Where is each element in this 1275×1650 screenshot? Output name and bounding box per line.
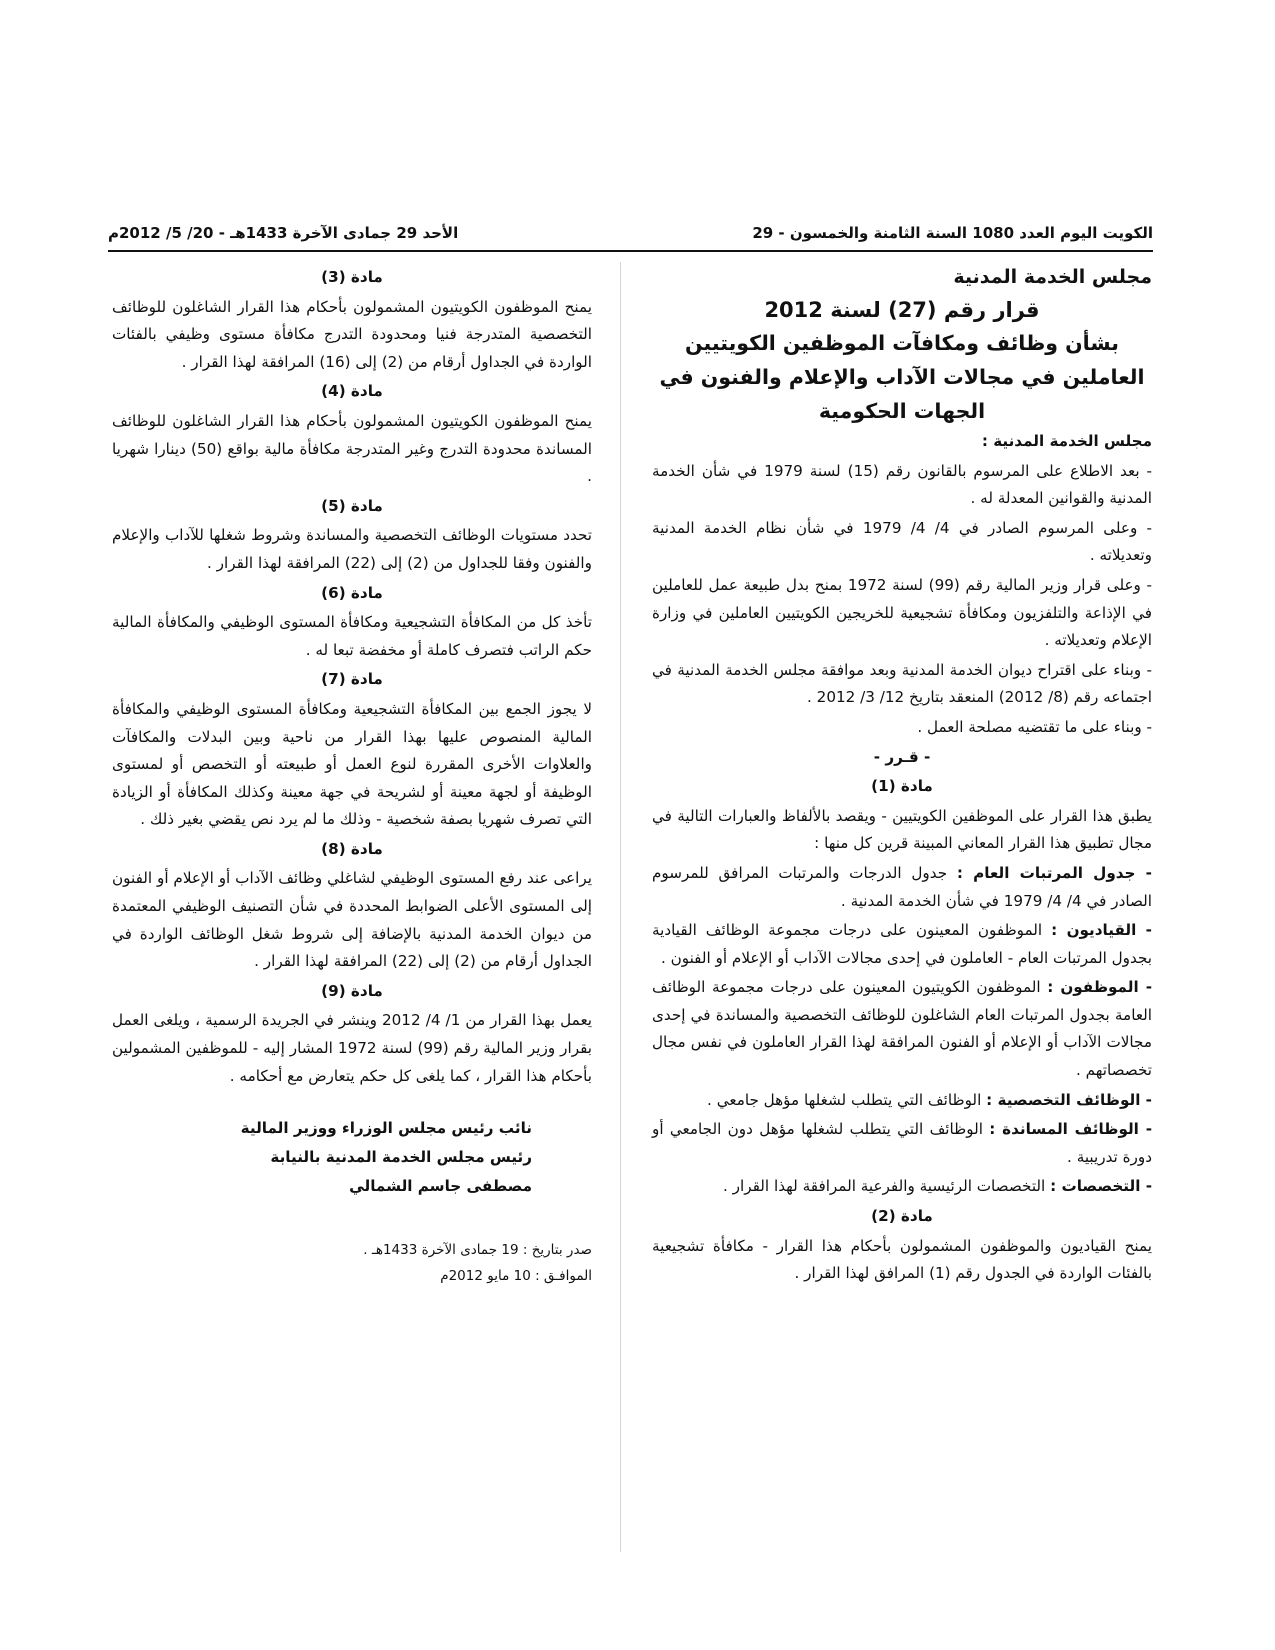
issued-gregorian: الموافـق : 10 مايو 2012م (440, 1268, 592, 1285)
decided-heading: - قـرر - (873, 747, 931, 766)
definition-term: - جدول المرتبات العام : (956, 863, 1152, 882)
preamble-item: - وبناء على اقتراح ديوان الخدمة المدنية وبعد موافقة مجلس الخدمة المدنية في اجتماعه رقم (8/ 2012) المنعقد بتاريخ 12/ 3/ 2012 . (652, 660, 1152, 707)
definition-term: - القياديون : (1051, 921, 1152, 940)
signatory-title: رئيس مجلس الخدمة المدنية بالنيابة (270, 1148, 532, 1167)
article-title: مادة (3) (321, 268, 383, 286)
article-text: يراعى عند رفع المستوى الوظيفي لشاغلي وظائف الآداب أو الإعلام أو الفنون إلى المستوى الأعلى الضوابط المحددة في شأن التصنيف الوظيفي المعتمدة من ديوان الخدمة المدنية بالإضافة إلى شروط شغل الوظائف الواردة في الجداول أرقام من (2) إلى (22) المرافقة لهذا القرار . (112, 869, 592, 971)
definition-text: التخصصات الرئيسية والفرعية المرافقة لهذا القرار . (723, 1177, 1051, 1196)
definition-text: الموظفون الكويتيون المعينون على درجات مجموعة الوظائف العامة بجدول المرتبات العام الشاغلون للوظائف التخصصية والمساندة في إحدى مجالات الآداب أو الإعلام أو الفنون المرافقة لهذا القرار العاملون في نفس مجال تخصصاتهم . (652, 978, 1152, 1080)
definition-text: الموظفون المعينون على درجات مجموعة الوظائف القيادية بجدول المرتبات العام - العاملون في إحدى مجالات الآداب أو الإعلام أو الفنون . (652, 921, 1152, 967)
article-text: لا يجوز الجمع بين المكافأة التشجيعية ومكافأة المستوى الوظيفي والمكافأة المالية المنصوص عليها بهذا القرار من ناحية وبين البدلات والمكافآت والعلاوات الأخرى المقررة لنوع العمل أو طبيعته أو التخصص أو لمستوى الوظيفة أو لجهة معينة أو لشريحة في جهة معينة وكذلك المكافأة أو الزيادة التي تصرف شهريا بصفة شخصية - وذلك ما لم يرد نص يقضي بغير ذلك . (112, 699, 592, 829)
definition-item (652, 1173, 1152, 1201)
definition-text: الوظائف التي يتطلب لشغلها مؤهل دون الجامعي أو دورة تدريبية . (652, 1120, 1152, 1166)
decision-subject: بشأن وظائف ومكافآت الموظفين الكويتيين العاملين في مجالات الآداب والإعلام والفنون في الجهات الحكومية (659, 331, 1145, 423)
article-text: يطبق هذا القرار على الموظفين الكويتيين - ويقصد بالألفاظ والعبارات التالية في مجال تطبيق هذا القرار المعاني المبينة قرين كل منها : (652, 806, 1152, 853)
signatory-title: نائب رئيس مجلس الوزراء ووزير المالية (240, 1119, 532, 1138)
definition-item (652, 1087, 1152, 1115)
article-title: مادة (8) (321, 839, 383, 858)
definition-term: - الوظائف المساندة : (989, 1120, 1152, 1139)
header-issue-info: الكويت اليوم العدد 1080 السنة الثامنة والخمسون - 29 (752, 224, 1153, 242)
left-column (112, 262, 592, 1289)
article-text: تحدد مستويات الوظائف التخصصية والمساندة وشروط شغلها للآداب والإعلام والفنون وفقا للجداول من (2) إلى (22) المرافقة لهذا القرار . (112, 526, 592, 572)
definition-item (652, 860, 1152, 915)
definition-item (652, 974, 1152, 1084)
header-date: الأحد 29 جمادى الآخرة 1433هـ - 20/ 5/ 2012م (108, 224, 459, 242)
page-header (108, 218, 1153, 252)
article-title: مادة (7) (321, 670, 383, 689)
article-text: تأخذ كل من المكافأة التشجيعية ومكافأة المستوى الوظيفي والمكافأة المالية حكم الراتب فتصرف كاملة أو مخفضة تبعا له . (112, 613, 592, 659)
definition-text: جدول الدرجات والمرتبات المرافق للمرسوم الصادر في 4/ 4/ 1979 في شأن الخدمة المدنية . (652, 863, 1152, 910)
definition-item (652, 917, 1152, 972)
preamble-item: - وعلى المرسوم الصادر في 4/ 4/ 1979 في شأن نظام الخدمة المدنية وتعديلاته . (652, 518, 1153, 565)
definition-term: - التخصصات : (1050, 1177, 1152, 1196)
article-title: مادة (4) (321, 382, 383, 401)
article-title: مادة (2) (871, 1207, 933, 1226)
decision-title: قرار رقم (27) لسنة 2012 (764, 298, 1040, 322)
definition-text: الوظائف التي يتطلب لشغلها مؤهل جامعي . (707, 1090, 987, 1109)
column-divider (620, 262, 621, 1552)
signature-block (112, 1114, 592, 1201)
definition-term: - الموظفون : (1047, 978, 1152, 997)
council-heading: مجلس الخدمة المدنية : (981, 432, 1152, 450)
article-title: مادة (9) (321, 981, 383, 1000)
article-title: مادة (5) (321, 496, 383, 515)
article-text: يمنح القياديون والموظفون المشمولون بأحكام هذا القرار - مكافأة تشجيعية بالفئات الواردة في الجدول رقم (1) المرافق لهذا القرار . (652, 1236, 1152, 1283)
signatory-name: مصطفى جاسم الشمالي (349, 1177, 532, 1196)
article-text: يمنح الموظفون الكويتيون المشمولون بأحكام هذا القرار الشاغلون للوظائف المساندة محدودة التدرج وغير المتدرجة مكافأة مالية بواقع (50) دينارا شهريا . (112, 411, 593, 486)
article-text: يعمل بهذا القرار من 1/ 4/ 2012 وينشر في الجريدة الرسمية ، ويلغى العمل بقرار وزير المالية رقم (99) لسنة 1972 المشار إليه - للموظفين المشمولين بأحكام هذا القرار ، كما يلغى كل حكم يتعارض مع أحكامه . (112, 1011, 593, 1085)
right-column (652, 262, 1152, 1290)
definition-item (652, 1116, 1152, 1171)
organization-name: مجلس الخدمة المدنية (953, 266, 1152, 288)
article-text: يمنح الموظفون الكويتيون المشمولون بأحكام هذا القرار الشاغلون للوظائف التخصصية المتدرجة فنيا ومحدودة التدرج مكافأة مستوى وظيفي بالفئات الواردة في الجداول أرقام من (2) إلى (16) المرافقة لهذا القرار . (112, 297, 592, 371)
preamble-item: - وبناء على ما تقتضيه مصلحة العمل . (917, 717, 1152, 736)
article-title: مادة (1) (871, 777, 933, 796)
preamble-item: - بعد الاطلاع على المرسوم بالقانون رقم (15) لسنة 1979 في شأن الخدمة المدنية والقوانين المعدلة له . (652, 461, 1152, 508)
preamble-item: - وعلى قرار وزير المالية رقم (99) لسنة 1972 بمنح بدل طبيعة عمل للعاملين في الإذاعة والتلفزيون ومكافأة تشجيعية للخريجين الكويتيين العاملين في وزارة الإعلام وتعديلاته . (652, 575, 1153, 650)
definition-term: - الوظائف التخصصية : (986, 1090, 1152, 1109)
issue-date-block (112, 1237, 592, 1289)
article-title: مادة (6) (321, 583, 383, 602)
issued-hijri: صدر بتاريخ : 19 جمادى الآخرة 1433هـ . (363, 1242, 592, 1259)
